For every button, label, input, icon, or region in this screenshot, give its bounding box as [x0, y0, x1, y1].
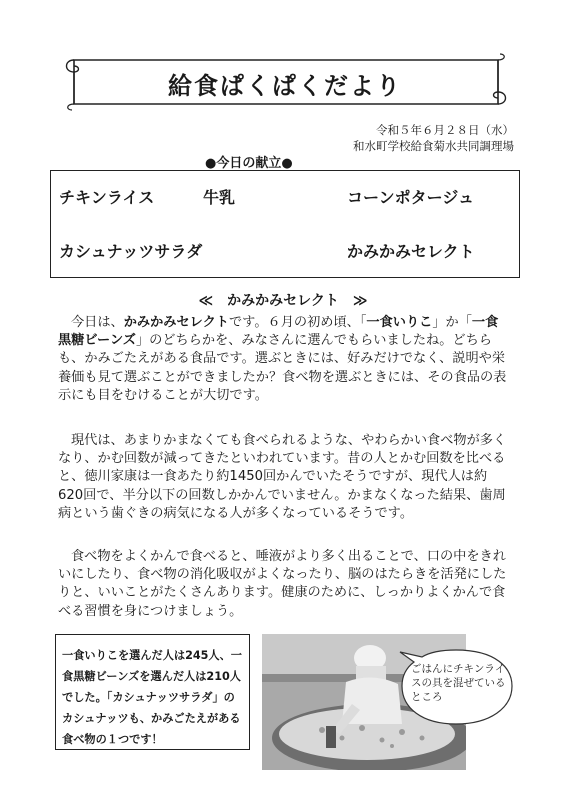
organization-name: 和水町学校給食菊水共同調理場 [353, 139, 514, 153]
issue-date: 令和５年６月２８日（水） [376, 123, 514, 137]
selection-result-box: 一食いりこを選んだ人は245人、一食黒糖ビーンズを選んだ人は210人でした。「カシュナッツサラダ」のカシュナッツも、かみごたえがある食べ物の１つです！ [55, 634, 250, 750]
article-paragraph-3: 食べ物をよくかんで食べると、唾液がより多く出ることで、口の中をきれいにしたり、食べ物の消化吸収がよくなったり、脳のはたらきを活発にしたりと、いいことがたくさんあります。健康のために、しっかりよくかんで食べる習慣を身につけましょう。 [58, 549, 507, 619]
paragraph-text: 今日は、 [71, 315, 124, 330]
newsletter-title: 給食ぱくぱくだより [168, 72, 402, 100]
title-banner [60, 52, 510, 114]
photo-caption-bubble [396, 646, 516, 730]
photo-caption: ごはんにチキンライスの具を混ぜているところ [411, 663, 506, 703]
article-title: ≪ かみかみセレクト ≫ [198, 293, 368, 309]
menu-box [50, 170, 520, 278]
paragraph-text: 」のどちらかを、みなさんに選んでもらいましたね。どちらも、かみごたえがある食品です。選ぶときには、好みだけでなく、説明や栄養価も見て選ぶことができましたか？食べ物を選ぶときには、その食品の表示にも目をむけることが大切です。 [58, 333, 507, 403]
menu-item-chicken-rice: チキンライス [59, 188, 155, 207]
paragraph-text: です。６月の初め頃、「 [229, 315, 367, 330]
menu-item-corn-potage: コーンポタージュ [347, 188, 475, 207]
menu-heading: ●今日の献立● [205, 156, 293, 171]
menu-item-kamikami-select: かみかみセレクト [347, 242, 475, 261]
paragraph-text: 」か「 [432, 315, 472, 330]
highlight-kokuto-beans: 一食黒糖ビーンズ [58, 315, 499, 349]
highlight-kamikami-select: かみかみセレクト [123, 315, 229, 330]
highlight-ichijiki-iriko: 一食いりこ [366, 315, 433, 330]
article-paragraph-2: 現代は、あまりかまなくても食べられるような、やわらかい食べ物が多くなり、かむ回数が減ってきたといわれています。昔の人とかむ回数を比べると、徳川家康は一食あたり約1450回かんでいたそうですが、現代人は約620回で、半分以下の回数しかかんでいません。かまなくなった結果、歯周病という歯ぐきの病気になる人が多くなっているそうです。 [58, 433, 507, 521]
menu-item-cashew-salad: カシュナッツサラダ [59, 242, 203, 261]
menu-item-milk: 牛乳 [203, 188, 236, 207]
article-paragraph-1 [58, 314, 510, 405]
